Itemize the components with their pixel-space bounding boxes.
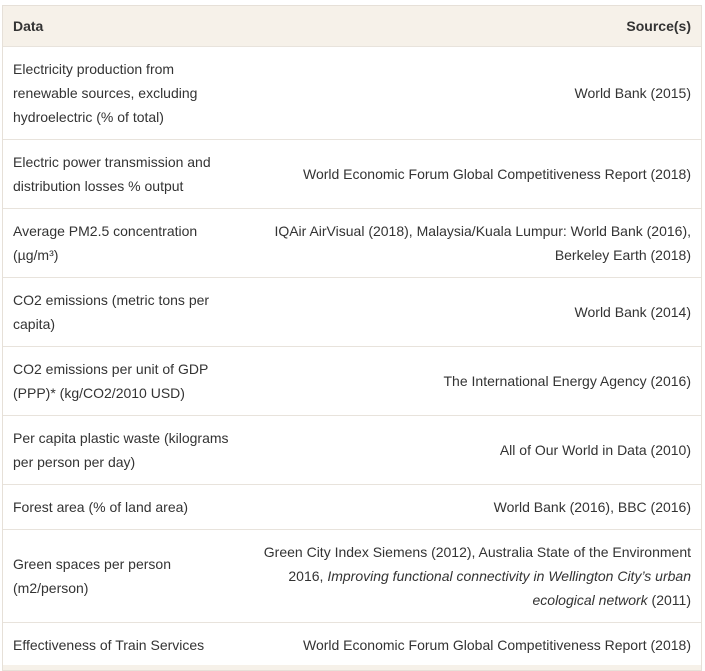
column-header-sources: Source(s) xyxy=(626,17,691,34)
table-row xyxy=(3,208,701,277)
data-sources-table xyxy=(2,5,702,671)
table-header-row xyxy=(3,6,701,46)
table-footer-bar xyxy=(3,665,701,670)
row-source-cell: IQAir AirVisual (2018), Malaysia/Kuala Lumpur: World Bank (2016), Berkeley Earth (2018) xyxy=(243,208,701,277)
column-header-data: Data xyxy=(13,17,44,34)
row-source-cell: World Economic Forum Global Competitiveness Report (2018) xyxy=(243,139,701,208)
source-title-italic: Improving functional connectivity in Wellington City’s urban ecological network xyxy=(327,567,691,608)
row-source-cell xyxy=(243,529,701,622)
table-row xyxy=(3,277,701,346)
row-source-cell: World Bank (2015) xyxy=(243,46,701,139)
row-source-cell: World Bank (2014) xyxy=(243,277,701,346)
source-year: (2011) xyxy=(647,591,691,608)
table-row xyxy=(3,46,701,139)
table-row xyxy=(3,346,701,415)
row-source-cell: The International Energy Agency (2016) xyxy=(243,346,701,415)
row-source-cell: World Economic Forum Global Competitiveness Report (2018) xyxy=(243,622,701,667)
row-source-cell: World Bank (2016), BBC (2016) xyxy=(243,484,701,529)
row-data-cell: Green spaces per person (m2/person) xyxy=(3,529,243,622)
row-data-cell: Forest area (% of land area) xyxy=(3,484,243,529)
table-row xyxy=(3,139,701,208)
row-data-cell: CO2 emissions per unit of GDP (PPP)* (kg/CO2/2010 USD) xyxy=(3,346,243,415)
row-data-cell: Average PM2.5 concentration (µg/m³) xyxy=(3,208,243,277)
table-row xyxy=(3,484,701,529)
row-data-cell: Electricity production from renewable sources, excluding hydroelectric (% of total) xyxy=(3,46,243,139)
source-text: Green City Index Siemens (2012), Australia State of the Environment 2016, xyxy=(263,543,691,584)
row-data-cell: Effectiveness of Train Services xyxy=(3,622,243,667)
row-source-cell: All of Our World in Data (2010) xyxy=(243,415,701,484)
row-data-cell: CO2 emissions (metric tons per capita) xyxy=(3,277,243,346)
table-row xyxy=(3,622,701,667)
table-row xyxy=(3,529,701,622)
row-data-cell: Per capita plastic waste (kilograms per person per day) xyxy=(3,415,243,484)
table-row xyxy=(3,415,701,484)
row-data-cell: Electric power transmission and distribution losses % output xyxy=(3,139,243,208)
